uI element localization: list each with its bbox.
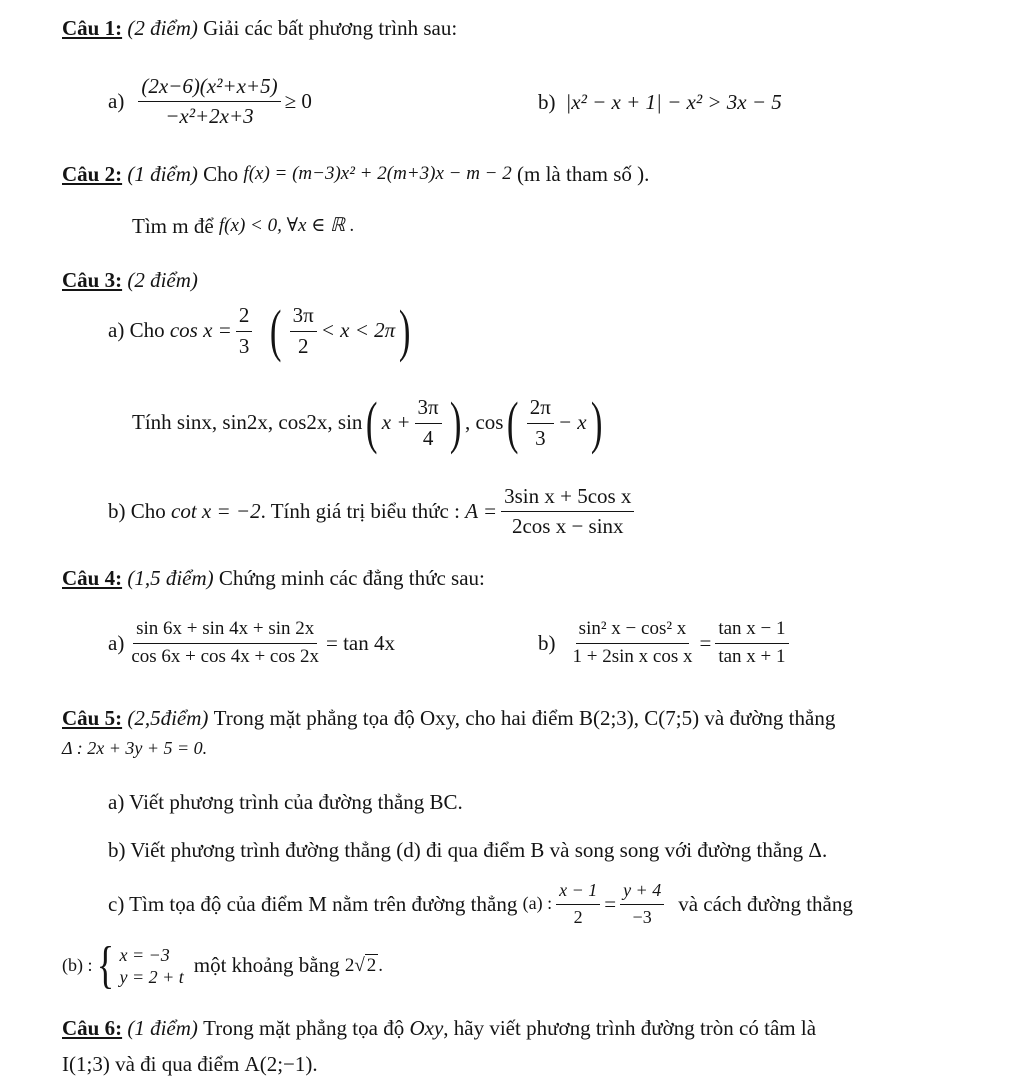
q5-delta [62, 738, 207, 760]
q5c-den2: −3 [632, 906, 652, 927]
q2-find-text: Tìm m để [132, 214, 214, 238]
q5-heading [62, 706, 835, 731]
q4b-eq: = [699, 630, 712, 655]
q3b [108, 484, 638, 539]
q6-oxy: Oxy [409, 1016, 444, 1040]
q6-point: A(2;−1). [244, 1052, 318, 1076]
q3a-cos-den: 3 [238, 333, 250, 358]
q3b-fraction [501, 484, 634, 539]
q1a-fraction [138, 74, 280, 129]
q5a-text: a) Viết phương trình của đường thẳng BC. [108, 790, 463, 814]
q3a-sin-den: 4 [422, 425, 434, 450]
q5c-fraction-left [556, 880, 600, 928]
q5c-fraction-right [620, 880, 664, 928]
q6-label: Câu 6: [62, 1016, 123, 1040]
q5c-den1: 2 [573, 906, 583, 927]
paren-close: ) [449, 390, 462, 455]
q4-label: Câu 4: [62, 566, 123, 590]
q5c-rest: và cách đường thẳng [678, 891, 853, 916]
q2-find-expr: f(x) < 0, ∀x ∈ ℝ . [218, 215, 355, 237]
q4b-num1: sin² x − cos² x [576, 618, 690, 644]
q2-cho: Cho [203, 162, 239, 186]
q5d-distance [345, 955, 383, 978]
q3a-cos-rest: − x [557, 410, 587, 435]
q3a-cos2-fraction [527, 395, 554, 450]
q3a-lhs: cos x = [169, 318, 232, 343]
q3b-den: 2cos x − sinx [511, 514, 624, 539]
q6-text1: Trong mặt phẳng tọa độ [203, 1016, 405, 1040]
q2-param: (m là tham số ). [517, 162, 650, 186]
q4b-mark: b) [538, 630, 556, 655]
paren-open: ( [366, 390, 378, 455]
q3b-text: . Tính giá trị biểu thức : [260, 499, 460, 524]
q5d-dist-end: . [378, 954, 384, 976]
q6-center: I(1;3) [62, 1052, 110, 1076]
q3a [108, 298, 415, 363]
q5c-text: c) Tìm tọa độ của điểm M nằm trên đường thẳng [108, 891, 518, 916]
q1b [538, 90, 782, 115]
q2-points: (1 điểm) [127, 162, 198, 186]
q5d-row1: x = −3 [119, 944, 170, 965]
q2-heading [62, 162, 649, 187]
q3a-cos2-den: 3 [535, 425, 546, 450]
q1-text: Giải các bất phương trình sau: [203, 16, 458, 40]
q6-text2: , hãy viết phương trình đường tròn có tâm là [443, 1016, 817, 1040]
q2-find [132, 214, 355, 239]
q5-label: Câu 5: [62, 706, 123, 730]
q4a-fraction [128, 618, 322, 669]
q5-points: (2,5điểm) [127, 706, 209, 730]
q5c-num1: x − 1 [556, 880, 600, 905]
q3a-interval-fraction [290, 303, 317, 358]
sqrt-icon: √ [354, 954, 365, 976]
q4-text: Chứng minh các đẳng thức sau: [218, 566, 485, 590]
q5d-dist-pre: 2 [344, 954, 355, 976]
q4b-den2: tan x + 1 [718, 645, 786, 667]
q3b-mark: b) Cho [108, 499, 166, 524]
q2-label: Câu 2: [62, 162, 123, 186]
q3a-sin-pre: sin [337, 410, 363, 435]
q4b-den1: 1 + 2sin x cos x [572, 645, 693, 667]
q3a-int-num: 3π [290, 303, 317, 331]
q5c [108, 880, 853, 928]
q6-heading [62, 1016, 816, 1041]
q3a-mark: a) Cho [108, 318, 165, 343]
q4a-den: cos 6x + cos 4x + cos 2x [131, 645, 319, 667]
q5b [108, 838, 827, 863]
q5c-eq: = [604, 891, 617, 916]
q1-label: Câu 1: [62, 16, 123, 40]
q1b-expression: |x² − x + 1| − x² > 3x − 5 [565, 90, 782, 114]
q5b-text: b) Viết phương trình đường thẳng (d) đi qua điểm B và song song với đường thẳng Δ. [108, 838, 828, 862]
q1a-numerator: (2x−6)(x²+x+5) [138, 74, 280, 102]
q5d [62, 937, 384, 994]
q3a-sin-fraction [415, 395, 442, 450]
q3a-cos-num: 2 [236, 303, 253, 331]
q5c-num2: y + 4 [620, 880, 664, 905]
q4-points: (1,5 điểm) [127, 566, 214, 590]
q5d-system [119, 944, 183, 989]
q3b-cot: cot x = −2 [171, 499, 261, 524]
q2-function: f(x) = (m−3)x² + 2(m+3)x − m − 2 [243, 163, 512, 185]
q3a-interval-rest: < x < 2π [320, 318, 396, 343]
q4b-fraction-right [715, 618, 788, 669]
q3a-cos2-num: 2π [527, 395, 554, 423]
q4a-num: sin 6x + sin 4x + sin 2x [133, 618, 317, 644]
q1-points: (2 điểm) [127, 16, 198, 40]
q4-heading [62, 566, 485, 591]
q4b [538, 618, 793, 669]
q3a-compute: Tính sinx, sin2x, cos2x, sin ( x + $\frac{3\pi}{4}$ ) , cos ( $\frac{2\pi}{3}$ − x ) [132, 390, 603, 455]
q1b-mark: b) [538, 90, 556, 114]
q3a-compute-text: Tính sinx, sin2x, cos2x, [132, 410, 333, 435]
q4b-num2: tan x − 1 [715, 618, 788, 644]
q3-heading [62, 268, 198, 293]
q3-label: Câu 3: [62, 268, 123, 292]
q5-delta-expr: Δ : 2x + 3y + 5 = 0. [62, 738, 208, 758]
q3a-sin-x: x + [381, 410, 411, 435]
q5-text: Trong mặt phẳng tọa độ Oxy, cho hai điểm B(2;3), C(7;5) và đường thẳng [213, 706, 836, 730]
q5d-dist-rad: 2 [366, 954, 377, 976]
paren-open: ( [270, 298, 282, 363]
q3b-lhs: A = [465, 499, 498, 524]
paren-close: ) [399, 298, 411, 363]
q3-points: (2 điểm) [127, 268, 198, 292]
q6-points: (1 điểm) [127, 1016, 198, 1040]
q5a [108, 790, 463, 815]
q5d-line-b: (b) : [62, 955, 93, 976]
q3a-cos-fraction [236, 303, 253, 358]
q3a-int-den: 2 [297, 333, 309, 358]
brace-icon: { [96, 937, 114, 994]
q6-line2 [62, 1052, 318, 1077]
paren-close: ) [590, 390, 603, 455]
q5c-line-a: (a) : [522, 893, 553, 914]
q1a-denominator: −x²+2x+3 [165, 104, 254, 129]
paren-open: ( [507, 390, 519, 455]
q4b-fraction-left [570, 618, 696, 669]
q3a-cos-pre: cos [475, 410, 504, 435]
q3b-num: 3sin x + 5cos x [501, 484, 634, 512]
q6-text3: và đi qua điểm [115, 1052, 240, 1076]
q1a-relation: ≥ 0 [284, 89, 312, 114]
q4a-mark: a) [108, 630, 125, 655]
q4a [108, 618, 395, 669]
q1a [108, 74, 312, 129]
q3a-sin-num: 3π [415, 395, 442, 423]
q5d-text: một khoảng bằng [193, 953, 340, 978]
q1-heading [62, 16, 457, 41]
q4a-rhs: = tan 4x [326, 630, 395, 655]
q5d-row2: y = 2 + t [119, 967, 184, 987]
q1a-mark: a) [108, 89, 125, 114]
